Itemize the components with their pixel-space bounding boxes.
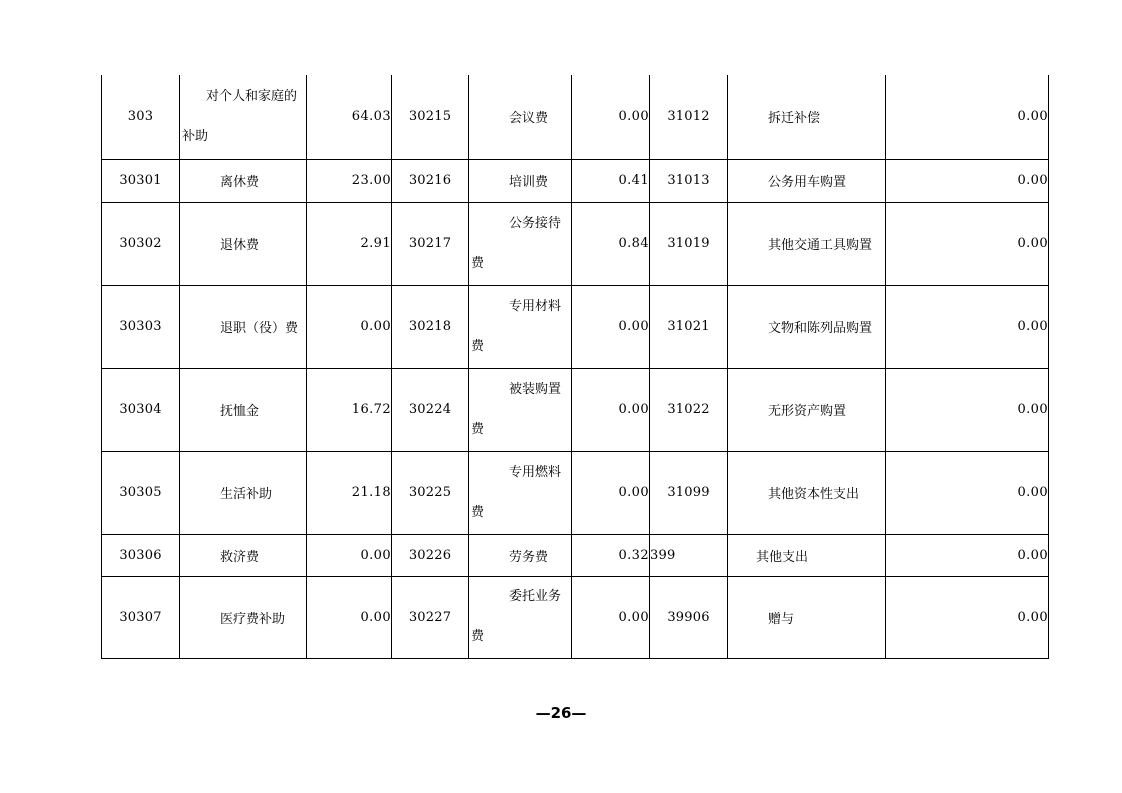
item-name-cell — [469, 576, 572, 658]
amount-cell: 0.00 — [886, 368, 1049, 451]
table-row — [102, 159, 1049, 202]
code-cell: 30304 — [102, 368, 180, 451]
code-cell: 31019 — [650, 202, 728, 285]
code-cell: 30224 — [392, 368, 469, 451]
code-cell: 30225 — [392, 451, 469, 534]
item-name-cell — [469, 202, 572, 285]
amount-cell: 0.00 — [572, 576, 650, 658]
amount-cell: 0.00 — [886, 75, 1049, 159]
amount-cell: 0.00 — [307, 285, 392, 368]
code-cell: 30218 — [392, 285, 469, 368]
amount-cell: 0.84 — [572, 202, 650, 285]
item-name-line2: 补助 — [182, 128, 209, 144]
code-cell: 30302 — [102, 202, 180, 285]
item-name-line1: 专用材料 — [509, 298, 562, 314]
code-cell: 31013 — [650, 159, 728, 202]
item-name-cell — [469, 368, 572, 451]
item-name-line1: 被装购置 — [509, 381, 562, 397]
table-row — [102, 285, 1049, 368]
code-cell: 30306 — [102, 534, 180, 576]
amount-cell: 0.00 — [886, 202, 1049, 285]
item-name-cell: 劳务费 — [469, 534, 572, 576]
code-cell: 31022 — [650, 368, 728, 451]
table-row — [102, 534, 1049, 576]
item-name-cell — [180, 75, 307, 159]
code-cell: 30227 — [392, 576, 469, 658]
item-name-line2: 费 — [471, 421, 485, 437]
amount-cell: 0.00 — [572, 285, 650, 368]
amount-cell: 0.00 — [886, 159, 1049, 202]
code-cell: 39906 — [650, 576, 728, 658]
item-name-cell: 会议费 — [469, 75, 572, 159]
page-number: —26— — [535, 704, 587, 722]
item-name-line2: 费 — [471, 629, 485, 644]
amount-cell: 0.00 — [886, 285, 1049, 368]
code-cell: 30226 — [392, 534, 469, 576]
item-name-cell: 拆迁补偿 — [728, 75, 886, 159]
item-name-line2: 费 — [471, 338, 485, 354]
code-cell: 30305 — [102, 451, 180, 534]
code-cell: 30303 — [102, 285, 180, 368]
table-row — [102, 202, 1049, 285]
amount-cell: 23.00 — [307, 159, 392, 202]
amount-cell: 0.00 — [572, 75, 650, 159]
item-name-line1: 公务接待 — [509, 215, 562, 231]
item-name-cell: 抚恤金 — [180, 368, 307, 451]
item-name-line2: 费 — [471, 255, 485, 271]
table-row — [102, 451, 1049, 534]
table-row — [102, 576, 1049, 658]
code-cell: 30307 — [102, 576, 180, 658]
item-name-cell: 赠与 — [728, 576, 886, 658]
code-cell: 30216 — [392, 159, 469, 202]
amount-cell: 0.00 — [886, 576, 1049, 658]
item-name-cell: 离休费 — [180, 159, 307, 202]
item-name-line1: 专用燃料 — [509, 464, 562, 480]
item-name-cell: 公务用车购置 — [728, 159, 886, 202]
amount-cell: 0.32 — [572, 534, 650, 576]
code-cell: 30215 — [392, 75, 469, 159]
expenditure-table — [101, 75, 1049, 659]
item-name-cell — [469, 285, 572, 368]
code-cell: 399 — [650, 534, 728, 576]
amount-cell: 2.91 — [307, 202, 392, 285]
item-name-cell: 生活补助 — [180, 451, 307, 534]
item-name-cell: 退职（役）费 — [180, 285, 307, 368]
code-cell: 31021 — [650, 285, 728, 368]
item-name-cell: 退休费 — [180, 202, 307, 285]
amount-cell: 0.00 — [572, 368, 650, 451]
code-cell: 303 — [102, 75, 180, 159]
amount-cell: 16.72 — [307, 368, 392, 451]
item-name-cell: 其他资本性支出 — [728, 451, 886, 534]
item-name-cell: 救济费 — [180, 534, 307, 576]
item-name-cell: 培训费 — [469, 159, 572, 202]
amount-cell: 0.00 — [307, 534, 392, 576]
item-name-cell: 文物和陈列品购置 — [728, 285, 886, 368]
table-row — [102, 368, 1049, 451]
code-cell: 31012 — [650, 75, 728, 159]
item-name-line1: 委托业务 — [509, 589, 562, 604]
code-cell: 30217 — [392, 202, 469, 285]
amount-cell: 0.00 — [572, 451, 650, 534]
amount-cell: 0.41 — [572, 159, 650, 202]
amount-cell: 21.18 — [307, 451, 392, 534]
item-name-cell: 医疗费补助 — [180, 576, 307, 658]
item-name-cell: 其他支出 — [728, 534, 886, 576]
amount-cell: 0.00 — [886, 534, 1049, 576]
amount-cell: 0.00 — [886, 451, 1049, 534]
item-name-cell: 其他交通工具购置 — [728, 202, 886, 285]
code-cell: 31099 — [650, 451, 728, 534]
table-row — [102, 75, 1049, 159]
item-name-line2: 费 — [471, 504, 485, 520]
amount-cell: 0.00 — [307, 576, 392, 658]
code-cell: 30301 — [102, 159, 180, 202]
amount-cell: 64.03 — [307, 75, 392, 159]
item-name-cell — [469, 451, 572, 534]
item-name-line1: 对个人和家庭的 — [206, 88, 298, 104]
item-name-cell: 无形资产购置 — [728, 368, 886, 451]
